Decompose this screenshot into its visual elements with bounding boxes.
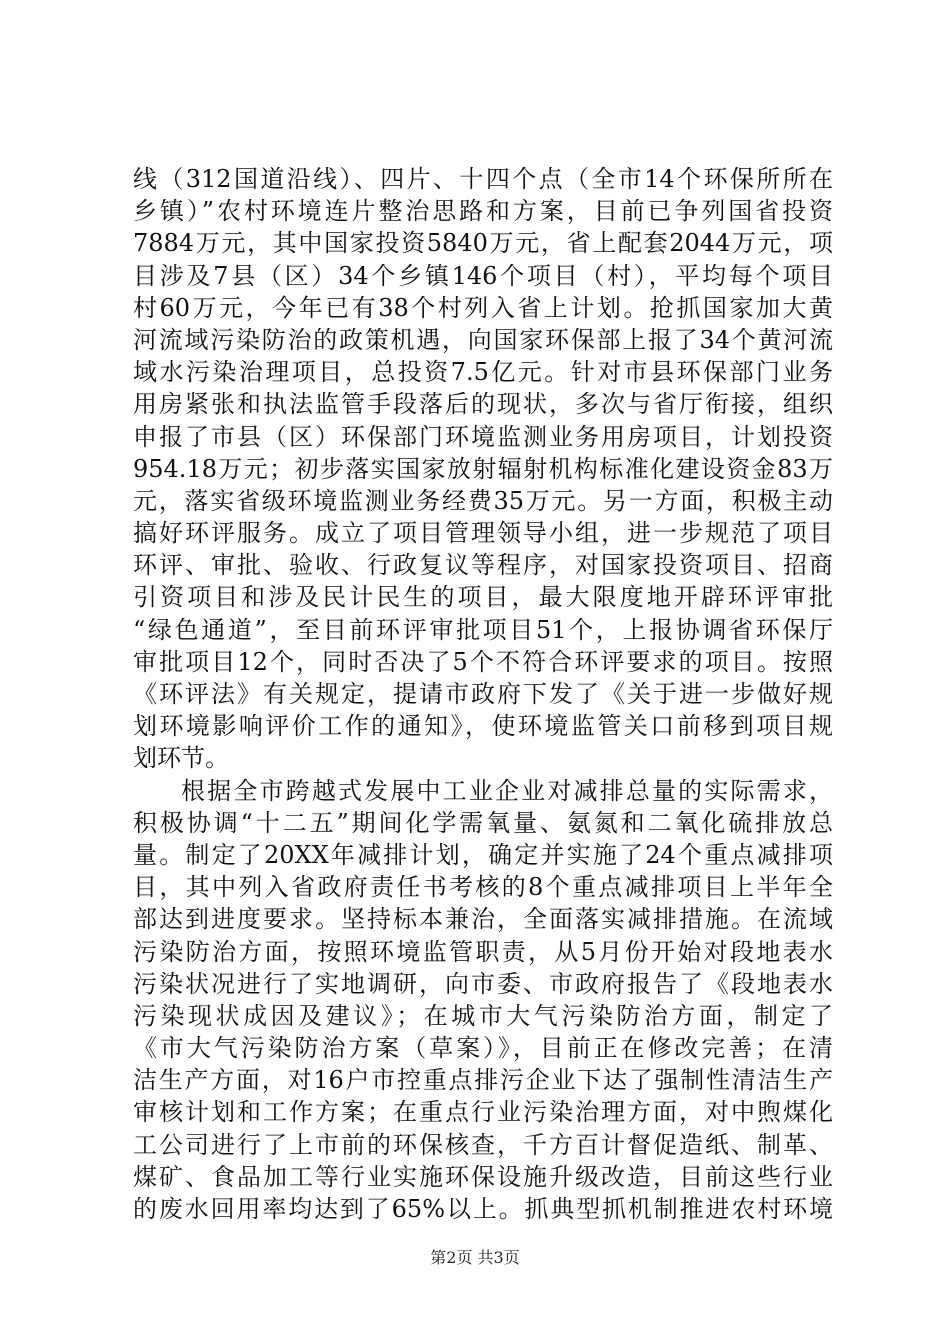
text-line: 部达到进度要求。坚持标本兼治，全面落实减排措施。在流域 [133,905,833,934]
text-line: 根据全市跨越式发展中工业企业对减排总量的实际需求， [181,776,833,805]
paragraph [133,775,833,1226]
page-footer: 第2页 共3页 [430,1248,520,1267]
text-line: 元，落实省级环境监测业务经费35万元。另一方面，积极主动 [133,486,833,515]
text-line: “绿色通道”，至目前环评审批项目51个，上报协调省环保厅 [133,615,833,644]
text-line: 洁生产方面，对16户市控重点排污企业下达了强制性清洁生产 [133,1066,833,1095]
text-line: 线（312国道沿线）、四片、十四个点（全市14个环保所所在 [133,165,833,193]
text-line: 煤矿、食品加工等行业实施环保设施升级改造，目前这些行业 [133,1162,833,1191]
text-line: 村60万元，今年已有38个村列入省上计划。抢抓国家加大黄 [133,293,833,322]
text-line: 《环评法》有关规定，提请市政府下发了《关于进一步做好规 [133,680,833,708]
text-line: 目，其中列入省政府责任书考核的8个重点减排项目上半年全 [133,873,833,902]
text-line: 乡镇）”农村环境连片整治思路和方案，目前已争列国省投资 [133,197,833,226]
text-line: 《市大气污染防治方案（草案）》，目前正在修改完善；在清 [133,1034,833,1063]
text-line: 审批项目12个，同时否决了5个不符合环评要求的项目。按照 [133,647,833,676]
paragraph [133,163,833,775]
text-line: 申报了市县（区）环保部门环境监测业务用房项目，计划投资 [133,422,833,451]
text-line: 引资项目和涉及民计民生的项目，最大限度地开辟环评审批 [133,583,833,612]
text-line: 工公司进行了上市前的环保核查，千方百计督促造纸、制革、 [133,1130,833,1159]
text-line: 划环境影响评价工作的通知》，使环境监管关口前移到项目规 [133,712,833,741]
text-line: 用房紧张和执法监管手段落后的现状，多次与省厅衔接，组织 [133,390,833,419]
text-line: 环评、审批、验收、行政复议等程序，对国家投资项目、招商 [133,551,833,580]
text-line: 7884万元，其中国家投资5840万元，省上配套2044万元，项 [133,229,833,258]
text-line: 搞好环评服务。成立了项目管理领导小组，进一步规范了项目 [133,519,833,548]
text-line: 污染防治方面，按照环境监管职责，从5月份开始对段地表水 [133,937,833,966]
text-line: 划环节。 [133,744,229,773]
text-line: 954.18万元；初步落实国家放射辐射机构标准化建设资金83万 [133,454,833,483]
text-line: 域水污染治理项目，总投资7.5亿元。针对市县环保部门业务 [133,358,833,387]
text-line: 目涉及7县（区）34个乡镇146个项目（村），平均每个项目 [133,261,833,290]
text-line: 河流域污染防治的政策机遇，向国家环保部上报了34个黄河流 [133,325,833,354]
text-line: 的废水回用率均达到了65%以上。抓典型抓机制推进农村环境 [133,1195,833,1223]
text-line: 污染状况进行了实地调研，向市委、市政府报告了《段地表水 [133,969,833,998]
text-line: 量。制定了20XX年减排计划，确定并实施了24个重点减排项 [133,840,833,869]
text-line: 审核计划和工作方案；在重点行业污染治理方面，对中煦煤化 [133,1098,833,1127]
text-line: 积极协调“十二五”期间化学需氧量、氨氮和二氧化硫排放总 [133,808,833,837]
text-line: 污染现状成因及建议》；在城市大气污染防治方面，制定了 [133,1001,833,1030]
body-text [133,163,833,1225]
